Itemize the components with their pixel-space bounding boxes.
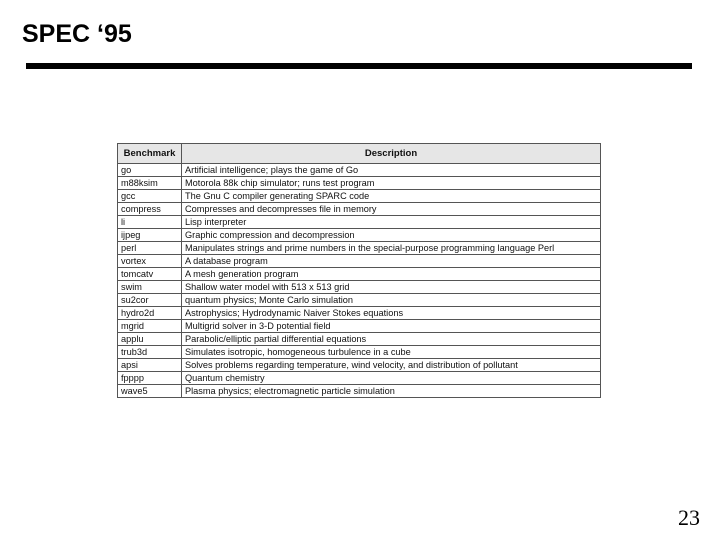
benchmark-name-cell: li xyxy=(118,216,182,229)
benchmark-description-cell: Artificial intelligence; plays the game of Go xyxy=(182,164,601,177)
header-description: Description xyxy=(182,144,601,164)
benchmark-description-cell: Quantum chemistry xyxy=(182,372,601,385)
page-number: 23 xyxy=(678,505,700,530)
table-row xyxy=(118,385,601,398)
benchmark-table-container xyxy=(117,143,600,398)
benchmark-name-cell: swim xyxy=(118,281,182,294)
benchmark-description-cell: The Gnu C compiler generating SPARC code xyxy=(182,190,601,203)
benchmark-name-cell: mgrid xyxy=(118,320,182,333)
benchmark-description-cell: A mesh generation program xyxy=(182,268,601,281)
benchmark-name-cell: apsi xyxy=(118,359,182,372)
benchmark-description-cell: Compresses and decompresses file in memory xyxy=(182,203,601,216)
table-row xyxy=(118,229,601,242)
table-row xyxy=(118,359,601,372)
benchmark-description-cell: Parabolic/elliptic partial differential equations xyxy=(182,333,601,346)
benchmark-name-cell: applu xyxy=(118,333,182,346)
table-row xyxy=(118,346,601,359)
benchmark-description-cell: Solves problems regarding temperature, wind velocity, and distribution of pollutant xyxy=(182,359,601,372)
benchmark-name-cell: hydro2d xyxy=(118,307,182,320)
title-divider xyxy=(26,63,692,69)
benchmark-description-cell: A database program xyxy=(182,255,601,268)
benchmark-name-cell: gcc xyxy=(118,190,182,203)
benchmark-description-cell: Manipulates strings and prime numbers in the special-purpose programming language Perl xyxy=(182,242,601,255)
benchmark-description-cell: Motorola 88k chip simulator; runs test program xyxy=(182,177,601,190)
benchmark-name-cell: vortex xyxy=(118,255,182,268)
table-row xyxy=(118,216,601,229)
table-row xyxy=(118,307,601,320)
benchmark-description-cell: Lisp interpreter xyxy=(182,216,601,229)
table-row xyxy=(118,190,601,203)
benchmark-description-cell: Graphic compression and decompression xyxy=(182,229,601,242)
benchmark-name-cell: wave5 xyxy=(118,385,182,398)
table-row xyxy=(118,372,601,385)
table-row xyxy=(118,255,601,268)
table-row xyxy=(118,164,601,177)
table-header-row xyxy=(118,144,601,164)
benchmark-name-cell: compress xyxy=(118,203,182,216)
table-body xyxy=(118,164,601,398)
benchmark-description-cell: Simulates isotropic, homogeneous turbulence in a cube xyxy=(182,346,601,359)
benchmark-description-cell: Plasma physics; electromagnetic particle simulation xyxy=(182,385,601,398)
benchmark-name-cell: fpppp xyxy=(118,372,182,385)
table-row xyxy=(118,268,601,281)
benchmark-description-cell: quantum physics; Monte Carlo simulation xyxy=(182,294,601,307)
slide-title: SPEC ‘95 xyxy=(22,20,132,48)
benchmark-table xyxy=(117,143,601,398)
table-row xyxy=(118,294,601,307)
benchmark-name-cell: m88ksim xyxy=(118,177,182,190)
table-row xyxy=(118,281,601,294)
benchmark-name-cell: perl xyxy=(118,242,182,255)
benchmark-description-cell: Multigrid solver in 3-D potential field xyxy=(182,320,601,333)
benchmark-name-cell: tomcatv xyxy=(118,268,182,281)
table-row xyxy=(118,320,601,333)
benchmark-name-cell: go xyxy=(118,164,182,177)
benchmark-name-cell: trub3d xyxy=(118,346,182,359)
header-benchmark: Benchmark xyxy=(118,144,182,164)
benchmark-name-cell: su2cor xyxy=(118,294,182,307)
table-row xyxy=(118,242,601,255)
table-row xyxy=(118,203,601,216)
table-row xyxy=(118,333,601,346)
table-row xyxy=(118,177,601,190)
benchmark-name-cell: ijpeg xyxy=(118,229,182,242)
benchmark-description-cell: Shallow water model with 513 x 513 grid xyxy=(182,281,601,294)
benchmark-description-cell: Astrophysics; Hydrodynamic Naiver Stokes equations xyxy=(182,307,601,320)
